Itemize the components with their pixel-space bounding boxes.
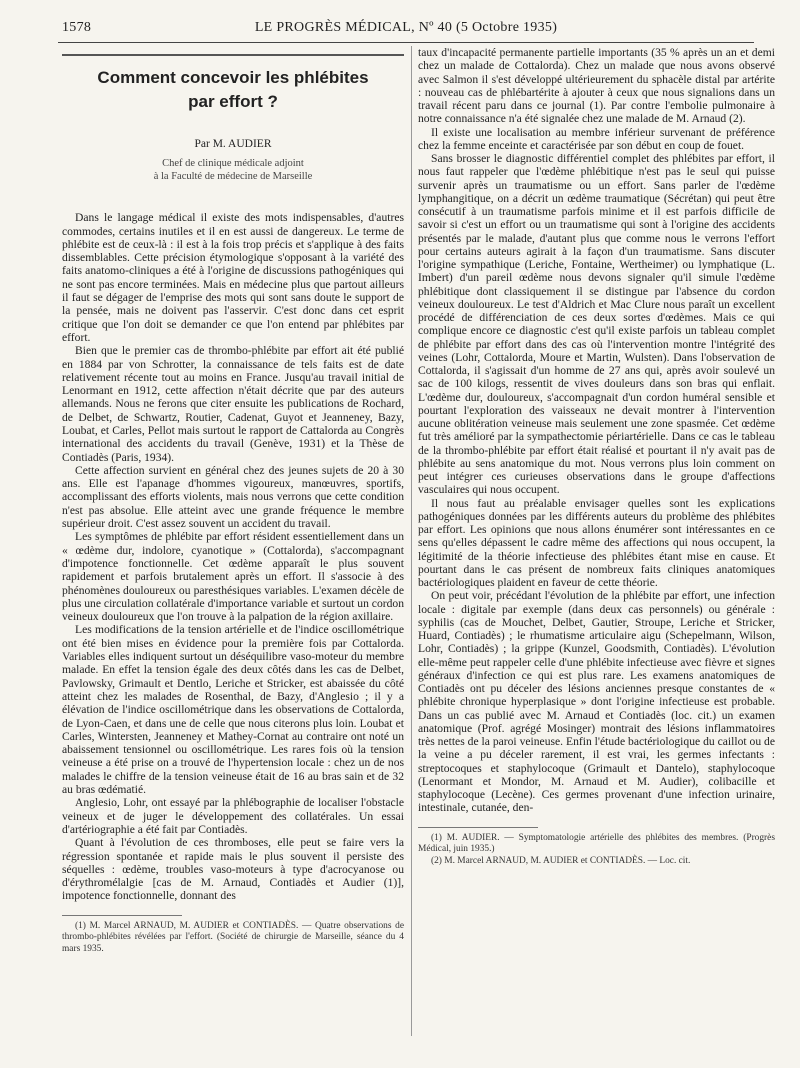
column-separator bbox=[411, 46, 412, 1036]
footnote: (2) M. Marcel ARNAUD, M. AUDIER et CONTIADÈS. — Loc. cit. bbox=[431, 855, 691, 866]
paragraph: Il existe une localisation au membre inférieur survenant de préférence chez la femme enceinte et caractérisée par son début en coup de fouet. bbox=[418, 125, 775, 152]
byline: Par M. AUDIER bbox=[194, 138, 272, 150]
affiliation-line-2: à la Faculté de médecine de Marseille bbox=[153, 171, 313, 183]
journal-header: LE PROGRÈS MÉDICAL, Nº 40 (5 Octobre 1935) bbox=[254, 20, 558, 35]
affiliation-line-1: Chef de clinique médicale adjoint bbox=[162, 158, 304, 170]
paragraph: Il nous faut au préalable envisager quelles sont les explications pathogéniques données par les différents auteurs du problème des phlébites par effort. Les opinions que nous allons énumérer sont intéressantes en ce sens qu'elles dépassent le cadre même des affections qui nous occupent, la légitimité de la théorie infectieuse des phlébites étant mise en cause. Et pourtant dans le cas présent de nombreux faits cliniques anatomiques bactériologiques plaident en faveur de cette théorie. bbox=[418, 496, 775, 589]
paragraph: Bien que le premier cas de thrombo-phlébite par effort ait été publié en 1884 par von Schrotter, la connaissance de tels faits est de date relativement récente tout au moins en France. Jusqu'au travail initial de Lenormant en 1912, cette affection n'était décrite que par des auteurs allemands. Nous ne ferons que citer ensuite les publications de Rochard, de Delbet, de Schwartz, Routier, Cadenat, Guyot et Jeanneney, Bazy, Loubat, et Carles, Pellot mais surtout le rapport de Cattalorda au Congrès international des accidents du travail (Genève, 1931) et la Thèse de Contiadès (Paris, 1934). bbox=[62, 344, 404, 464]
footnote: (1) M. AUDIER. — Symptomatologie artérielle des phlébites des membres. (Progrès Médical, juin 1935.) bbox=[418, 832, 775, 854]
paragraph: Quant à l'évolution de ces thromboses, elle peut se faire vers la régression spontanée et rapide mais le plus souvent il persiste des séquelles : œdème, troubles vaso-moteurs à type d'acrocyanose ou d'érythromélalgie [cas de M. Arnaud, Contiadès et Audier (1)], impotence fonctionnelle, donnant des bbox=[62, 836, 404, 903]
article-title bbox=[62, 66, 404, 114]
page-number: 1578 bbox=[62, 20, 92, 35]
paragraph: Dans le langage médical il existe des mots indispensables, d'autres commodes, certains inutiles et il en est aussi de dangereux. Le terme de phlébite est de ceux-là : il est à la fois trop précis et s'applique à des faits dissemblables. Cette précision étymologique s'opposant à la variété des faits anatomo-cliniques a été à l'origine de discussions pathogéniques qui ne sont pas encore terminées. Mais en médecine plus que partout ailleurs il faut se dégager de l'emprise des mots qui sont sans doute le support de la pensée, mais ne doivent pas l'asservir. C'est donc dans cet esprit critique que l'on doit se demander ce que l'on entend par phlébites par effort. bbox=[62, 211, 404, 344]
affiliation bbox=[62, 157, 404, 183]
paragraph: taux d'incapacité permanente partielle importants (35 % après un an et demi chez un malade de Cottalorda). Chez un malade que nous avons observé avec Salmon il s'est développé ultérieurement du sphacèle distal par artérite : nouveau cas de phlébartérite à ajouter à ceux que nous signalions dans un travail récent paru dans ce journal (1). Par contre l'embolie pulmonaire à notre connaissance n'a été signalée chez une malade de M. Arnaud (2). bbox=[418, 46, 775, 126]
paragraph: Anglesio, Lohr, ont essayé par la phlébographie de localiser l'obstacle veineux et de juger le développement des collatérales. Un essai d'artériographie a été fait par Contiadès. bbox=[62, 796, 404, 836]
title-line-1: Comment concevoir les phlébites bbox=[97, 68, 369, 87]
paragraph: Sans brosser le diagnostic différentiel complet des phlébites par effort, il nous faut rappeler que l'œdème phlébitique n'est pas le seul qui puisse survenir après un traumatisme ou un effort. Sans parler de l'œdème lymphangitique, on a décrit un œdème traumatique (Sécrétan) qui peut être consécutif à un traumatisme parfois minime et il est parfois difficile de savoir si c'est un effort ou un traumatisme qui sont à l'origine des accidents présentés par le malade, d'autant plus que comme nous le verrons l'effort pour certains auteurs agirait à la façon d'un traumatisme. Sans discuter l'origine sympathique (Leriche, Fontaine, Wertheimer) ou lymphatique (L. Imbert) d'un pareil œdème nous devons signaler qu'il simule l'œdème phlébitique dont classiquement il se distingue par l'absence du cordon veineux douloureux. Le test d'Aldrich et Mac Clure nous paraît un excellent procédé de différenciation de ces deux sortes d'œdèmes. Mais ce qui complique encore ce diagnostic c'est qu'il existe parfois un tableau complet de phlébite par effort dans des cas où l'intervention montre l'intégrité des veines (Lohr, Cottalorda, Moure et Martin, Wulsten). Dans l'observation de Cottalorda, il s'agissait d'un homme de 27 ans qui, après avoir soulevé un sac de 100 kilogs, ressentit de vives douleurs dans son bras qui enflait. L'œdème dur, douloureux, s'accompagnait d'un cordon huméral sensible et pourtant l'exploration des vaisseaux ne devait montrer à l'intervention aucune oblitération veineuse mais seulement une zone spasmée. Cet œdème fut très amélioré par la sympathectomie périartérielle. Dans ce cas le tableau de la thrombo-phlébite par effort était réalisé et pourtant il n'y avait pas de phlébite au sens anatomique du mot. Nous verrons plus loin comment on peut intégrer ces curieuses observations dans le groupe d'affections vasculaires qui nous occupent. bbox=[418, 152, 775, 497]
paragraph: Les modifications de la tension artérielle et de l'indice oscillométrique ont été bien mises en évidence pour la première fois par Cottalorda. Variables elles indiquent surtout un déséquilibre vaso-moteur du membre malade. En effet la tension égale des deux côtés dans les cas de Delbet, Pavlowsky, Grimault et Dentlo, Leriche et Stricker, est abaissée du côté atteint chez les malades de Rosenthal, de Bazy, d'Anglesio ; il y a élévation de l'indice oscillométrique dans les observations de Cottalorda, de Lyon-Caen, et dans une de celle que nous citerons plus loin. Loubat et Carles, Wintersten, Jeanneney et Mathey-Cornat au contraire ont noté un abaissement tensionnel ou oscillométrique. Les rares fois où la tension veineuse a été prise on a trouvé de l'hypertension locale : chez un de nos malades le chiffre de la tension veineuse était de 16 au bras sain et de 32 au bras œdématié. bbox=[62, 623, 404, 797]
paragraph: Les symptômes de phlébite par effort résident essentiellement dans un « œdème dur, indolore, cyanotique » (Cottalorda), s'accompagnant d'impotence fonctionnelle. Cet œdème apparaît le plus souvent rapidement et parfois brutalement après un effort. Il s'associe à des phénomènes douloureux ou paresthésiques variables. L'examen décèle de plus une circulation collatérale d'importance variable et surtout un cordon veineux douloureux que l'on trouve à la palpation de la région axillaire. bbox=[62, 530, 404, 624]
title-rule bbox=[62, 54, 404, 56]
right-column bbox=[418, 46, 775, 867]
header-rule bbox=[58, 42, 754, 43]
running-head bbox=[62, 20, 750, 38]
title-line-2: par effort ? bbox=[188, 92, 278, 111]
footnote-rule bbox=[418, 827, 538, 828]
left-body bbox=[62, 211, 404, 902]
left-column bbox=[62, 54, 404, 955]
footnote-rule bbox=[62, 915, 182, 916]
footnote: (1) M. Marcel ARNAUD, M. AUDIER et CONTIADÈS. — Quatre observations de thrombo-phlébites révélées par l'effort. (Société de chirurgie de Marseille, séance du 4 mars 1935. bbox=[62, 920, 404, 954]
paragraph: On peut voir, précédant l'évolution de la phlébite par effort, une infection locale : digitale par exemple (dans deux cas personnels) ou générale : syphilis (cas de Mouchet, Delbet, Gautier, Stroupe, Leriche et Stricker, Huard, Contiadès) ; le rhumatisme articulaire aigu (Schepelmann, Wilson, Lohr, Contiadès) ; la grippe (Kunzel, Goodsmith, Contiadès). L'évolution elle-même peut rappeler celle d'une phlébite infectieuse avec fièvre et signes généraux d'infection ce qui est plus rare. Les examens anatomiques de Contiadès ont pu déceler des lésions anciennes presque constantes de « phlébite chronique hyperplasique » dont l'origine infectieuse est probable. Dans un cas publié avec M. Arnaud et Contiadès (loc. cit.) un examen anatomique (Prof. agrégé Mosinger) montrait des lésions inflammatoires très nettes de la paroi veineuse. Enfin l'étude bactériologique du caillot ou de la veine a pu déceler rarement, il est vrai, les germes infectants : streptocoques et staphylocoque (Grimault et Dantelo), staphylocoque (Lenormant et Mondor, M. Arnaud et M. Audier), colibacille et staphylocoque (Lecène). Ces germes provenant d'une infection urinaire, intestinale, cutanée, den- bbox=[418, 589, 775, 815]
paragraph: Cette affection survient en général chez des jeunes sujets de 20 à 30 ans. Elle est l'apanage d'hommes vigoureux, manœuvres, sportifs, accomplissant des efforts violents, mais nous verrons que cette condition n'est pas absolue. Elle atteint avec une grande fréquence le membre supérieur droit. C'est assez souvent un accident du travail. bbox=[62, 463, 404, 531]
